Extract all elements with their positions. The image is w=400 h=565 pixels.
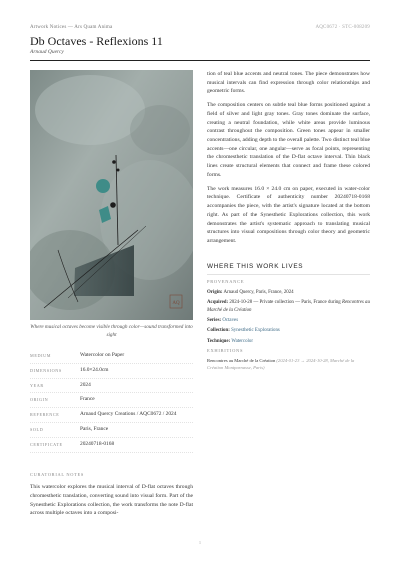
- description-paragraph: The composition centers on subtle teal blue forms positioned against a field of silver and light gray tones. Gray tones dominate the surface, creating a neutral foundation, while white areas provide luminous contrast throughout the composition. Green tones appear in smaller concentrations, adding depth to the overall palette. Two distinct teal blue accents—one circular, one angular—serve as focal points, representing the chromesthetic translation of the D-flat octave interval. Thin black lines create structural elements that connect and frame these colored forms.: [207, 102, 370, 178]
- acquired-key: Acquired:: [207, 300, 229, 306]
- document-id: AQC0672 · STC-008209: [315, 25, 370, 30]
- exhibition-entry: [207, 358, 370, 372]
- provenance-label: PROVENANCE: [207, 279, 245, 284]
- technique-key: Technique:: [207, 338, 231, 344]
- metadata-table: [30, 349, 193, 453]
- description-column: [207, 70, 370, 251]
- acquired-event: Rencontres au Marché de la Création: [207, 300, 370, 313]
- meta-value: Arnaud Quercy Creations / AQC0672 / 2024: [80, 411, 177, 418]
- provenance-origin: [207, 289, 370, 296]
- header-series: Artwork Notices — Ars Quam Anima: [30, 25, 113, 30]
- meta-row-year: [30, 379, 193, 394]
- origin-key: Origin:: [207, 290, 223, 295]
- collection-link[interactable]: Synesthetic Explorations: [231, 328, 280, 334]
- artwork-caption: Where musical octaves become visible through color—sound transformed into sight: [30, 324, 193, 338]
- artwork-image: [30, 70, 193, 320]
- meta-label: CERTIFICATE: [30, 441, 63, 447]
- provenance-details: [207, 289, 370, 348]
- meta-value: France: [80, 396, 95, 403]
- description-paragraph: The work measures 16.0 × 24.0 cm on paper, executed in water-color technique. Certificate of authenticity number 20240718-0168 accompanies the piece, with the artist's signature located at the bottom right. As part of the Synesthetic Explorations collection, this work demonstrates the artist's systematic approach to translating musical structures into visual compositions through color theory and geometric arrangement.: [207, 185, 370, 244]
- exhibitions-label: EXHIBITIONS: [207, 348, 244, 353]
- where-this-work-lives-heading: WHERE THIS WORK LIVES: [207, 263, 304, 270]
- provenance-acquired: [207, 299, 370, 314]
- origin-value: Arnaud Quercy, Paris, France, 2024: [223, 290, 294, 295]
- meta-label: DIMENSIONS: [30, 367, 62, 373]
- page-title: Db Octaves - Reflexions 11: [30, 34, 163, 48]
- meta-row-dimensions: [30, 364, 193, 379]
- artist-name: Arnaud Quercy: [30, 49, 64, 55]
- meta-value: 2024: [80, 381, 91, 388]
- provenance-series: [207, 317, 370, 324]
- provenance-technique: [207, 338, 370, 345]
- technique-link[interactable]: Watercolor: [231, 338, 253, 344]
- meta-row-reference: [30, 408, 193, 423]
- acquired-value: 2024-10-28 — Private collection — Paris, France during: [229, 300, 341, 306]
- section-divider: [207, 274, 370, 275]
- series-key: Series:: [207, 318, 222, 324]
- meta-row-sold: [30, 423, 193, 438]
- curatorial-notes-text: This watercolor explores the musical interval of D-flat octaves through chromesthetic translation, converting sound into visual form. Part of the Synesthetic Explorations collection, the work transforms the note D-flat across multiple octaves into a composi-: [30, 484, 193, 517]
- meta-row-origin: [30, 393, 193, 408]
- exhibition-name: Rencontres au Marché de la Création: [207, 358, 276, 363]
- meta-label: YEAR: [30, 382, 44, 388]
- description-paragraph: tion of teal blue accents and neutral tones. The piece demonstrates how musical intervals can find expression through color relationships and geometric forms.: [207, 71, 370, 95]
- meta-label: REFERENCE: [30, 412, 60, 418]
- exhibition-detail: (2024-01-23 → 2024-10-28, Marché de la Création Montparnasse, Paris): [207, 358, 355, 370]
- collection-key: Collection:: [207, 328, 230, 334]
- meta-row-certificate: [30, 438, 193, 453]
- meta-value: Paris, France: [80, 426, 109, 433]
- page-number: 1: [198, 540, 202, 545]
- meta-value: 16.0×24.0cm: [80, 366, 109, 373]
- meta-label: ORIGIN: [30, 397, 49, 403]
- series-link[interactable]: Octaves: [222, 318, 239, 324]
- meta-value: 20240718-0168: [80, 440, 115, 447]
- header-rule: [30, 60, 370, 61]
- stamp-letters: AQ: [172, 301, 180, 306]
- curatorial-notes-label: CURATORIAL NOTES: [30, 472, 85, 477]
- meta-value: Watercolor on Paper: [80, 352, 125, 358]
- provenance-collection: [207, 327, 370, 334]
- artwork-painting: [30, 70, 193, 320]
- meta-label: SOLD: [30, 427, 44, 433]
- meta-label: MEDIUM: [30, 353, 52, 358]
- meta-row-medium: [30, 349, 193, 364]
